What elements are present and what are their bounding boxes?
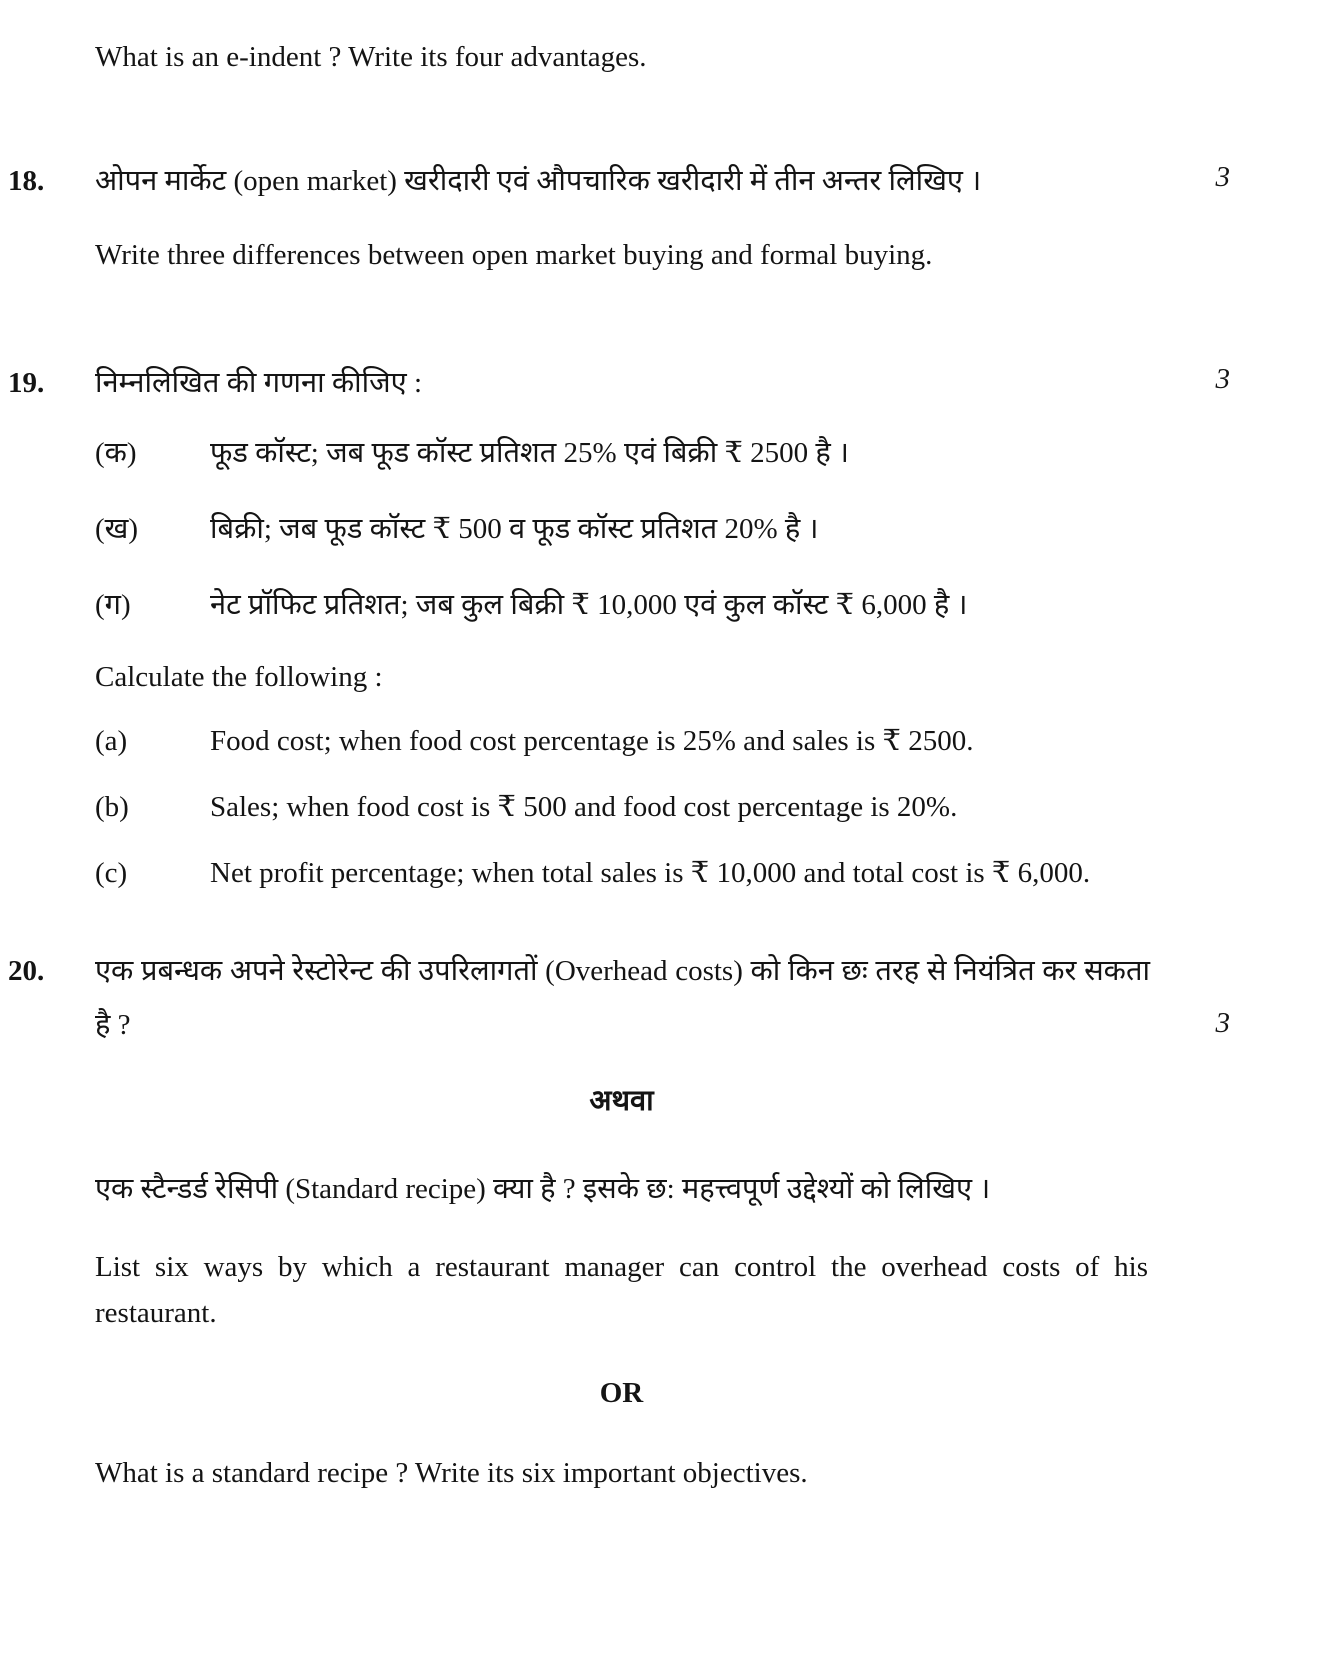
list-item xyxy=(95,502,1148,556)
question-20-body xyxy=(95,944,1150,1052)
question-19-english-intro: Calculate the following : xyxy=(95,661,383,693)
question-18-number: 18. xyxy=(8,165,45,197)
question-18-marks: 3 xyxy=(1215,161,1230,193)
item-label: (ख) xyxy=(95,513,139,545)
question-19 xyxy=(0,356,1230,410)
list-item xyxy=(95,784,1148,830)
item-label: (ग) xyxy=(95,589,131,621)
question-20-hindi-alternative-text: एक स्टैन्डर्ड रेसिपी (Standard recipe) क्या है ? इसके छ: महत्त्वपूर्ण उद्देश्यों को लिखिए । xyxy=(95,1173,991,1205)
question-20-english-text: List six ways by which a restaurant manager can control the overhead costs of his restaurant. xyxy=(95,1251,1148,1329)
question-20-hindi-text: एक प्रबन्धक अपने रेस्टोरेन्ट की उपरिलागतों (Overhead costs) को किन छः तरह से नियंत्रित कर सकता है ? xyxy=(95,955,1150,1041)
item-label: (b) xyxy=(95,791,129,823)
item-text: Sales; when food cost is ₹ 500 and food cost percentage is 20%. xyxy=(210,791,958,823)
question-20-marks: 3 xyxy=(1215,1007,1230,1039)
item-label: (a) xyxy=(95,725,128,757)
question-19-number: 19. xyxy=(8,367,45,399)
item-text: फूड कॉस्ट; जब फूड कॉस्ट प्रतिशत 25% एवं बिक्री ₹ 2500 है । xyxy=(210,437,850,469)
question-18-hindi-text: ओपन मार्केट (open market) खरीदारी एवं औपचारिक खरीदारी में तीन अन्तर लिखिए । xyxy=(95,165,982,197)
item-label: (क) xyxy=(95,437,137,469)
item-text: नेट प्रॉफिट प्रतिशत; जब कुल बिक्री ₹ 10,000 एवं कुल कॉस्ट ₹ 6,000 है । xyxy=(210,589,968,621)
item-text: बिक्री; जब फूड कॉस्ट ₹ 500 व फूड कॉस्ट प्रतिशत 20% है । xyxy=(210,513,819,545)
item-text: Net profit percentage; when total sales is ₹ 10,000 and total cost is ₹ 6,000. xyxy=(210,857,1091,889)
question-19-hindi-items xyxy=(95,426,1148,632)
question-20 xyxy=(0,944,1230,1052)
item-label: (c) xyxy=(95,857,128,889)
question-18-english-text: Write three differences between open market buying and formal buying. xyxy=(95,239,933,271)
question-19-marks: 3 xyxy=(1215,363,1230,395)
question-19-body xyxy=(95,356,1150,410)
or-separator-english: OR xyxy=(599,1377,644,1409)
question-20-english-alternative-text: What is a standard recipe ? Write its six important objectives. xyxy=(95,1457,808,1489)
item-text: Food cost; when food cost percentage is 25% and sales is ₹ 2500. xyxy=(210,725,974,757)
intro-question-line: What is an e-indent ? Write its four advantages. xyxy=(95,41,647,73)
question-18-body xyxy=(95,154,1150,208)
question-20-number: 20. xyxy=(8,955,45,987)
list-item xyxy=(95,426,1148,480)
or-separator-hindi: अथवा xyxy=(589,1085,654,1117)
question-19-english-items xyxy=(95,718,1148,896)
list-item xyxy=(95,718,1148,764)
question-18 xyxy=(0,154,1230,208)
list-item xyxy=(95,578,1148,632)
question-19-hindi-intro: निम्नलिखित की गणना कीजिए : xyxy=(95,367,422,399)
list-item xyxy=(95,850,1148,896)
